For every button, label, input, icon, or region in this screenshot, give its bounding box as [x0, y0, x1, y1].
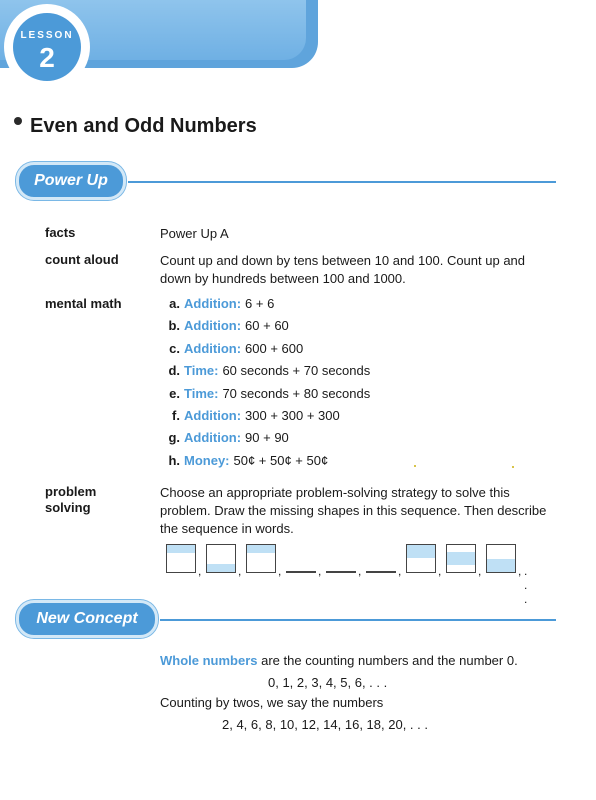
mental-math-problem: 90 + 90 [245, 430, 289, 446]
mental-math-category: Addition: [184, 430, 242, 446]
scan-speck [512, 466, 514, 468]
sequence-ellipsis: . . . [524, 564, 529, 606]
problem-solving-text: Choose an appropriate problem-solving strategy to solve this problem. Draw the missing shapes in this sequence. Then describe the sequence in words. [160, 485, 547, 536]
mental-math-item [160, 408, 340, 423]
page-title: Even and Odd Numbers [30, 115, 257, 137]
facts-label: facts [45, 225, 76, 240]
power-up-rule [128, 181, 556, 183]
sequence-comma: , [278, 564, 282, 578]
sequence-comma: , [238, 564, 242, 578]
lesson-word: LESSON [20, 30, 74, 41]
mental-math-problem: 6 + 6 [245, 296, 275, 311]
twos-list: 2, 4, 6, 8, 10, 12, 14, 16, 18, 20, . . . [222, 717, 428, 732]
problem-solving-label: problem solving [45, 484, 97, 515]
title-bullet [14, 117, 22, 125]
scan-speck [414, 465, 416, 467]
mental-math-problem: 50¢ + 50¢ + 50¢ [233, 452, 329, 468]
whole-numbers-definition [160, 652, 518, 670]
mental-math-category: Time: [184, 385, 219, 401]
sequence-blank[interactable] [326, 571, 356, 573]
sequence-comma: , [438, 564, 442, 578]
mental-math-category: Addition: [184, 408, 242, 423]
new-concept-rule [160, 619, 556, 621]
count-aloud-text: Count up and down by tens between 10 and 100. Count up and down by hundreds between 100 and 1000. [160, 253, 526, 286]
power-up-heading: Power Up [16, 162, 126, 200]
mental-math-letter: h. [168, 452, 180, 468]
mental-math-problem: 600 + 600 [245, 340, 304, 356]
mental-math-letter: c. [169, 340, 180, 356]
mental-math-problem: 300 + 300 + 300 [245, 408, 340, 423]
facts-value: Power Up A [160, 226, 229, 241]
lesson-badge [4, 4, 90, 90]
mental-math-item [160, 318, 289, 333]
mental-math-letter: d. [168, 363, 180, 379]
mental-math-category: Addition: [184, 296, 242, 311]
mental-math-letter: a. [169, 296, 180, 311]
sequence-blank[interactable] [286, 571, 316, 573]
sequence-comma: , [358, 564, 362, 578]
sequence-comma: , [398, 564, 402, 578]
lesson-badge-circle [13, 13, 81, 81]
mental-math-problem: 60 seconds + 70 seconds [222, 363, 371, 379]
mental-math-category: Money: [184, 452, 230, 468]
mental-math-letter: f. [172, 408, 180, 423]
sequence-comma: , [478, 564, 482, 578]
count-aloud-label: count aloud [45, 252, 119, 267]
whole-numbers-definition-rest: are the counting numbers and the number 0. [257, 653, 518, 668]
mental-math-label: mental math [45, 296, 122, 311]
mental-math-letter: e. [169, 385, 180, 401]
mental-math-problem: 70 seconds + 80 seconds [222, 385, 371, 401]
lesson-number: 2 [39, 42, 55, 73]
whole-numbers-list: 0, 1, 2, 3, 4, 5, 6, . . . [268, 675, 388, 690]
sequence-blank[interactable] [366, 571, 396, 573]
counting-by-twos-text: Counting by twos, we say the numbers [160, 695, 384, 710]
mental-math-item [160, 453, 328, 468]
mental-math-letter: g. [168, 430, 180, 446]
sequence-comma: , [318, 564, 322, 578]
mental-math-category: Time: [184, 363, 219, 379]
mental-math-item [160, 430, 289, 445]
mental-math-item [160, 363, 370, 378]
mental-math-item [160, 296, 274, 311]
mental-math-item [160, 386, 370, 401]
mental-math-letter: b. [168, 318, 180, 334]
whole-numbers-term: Whole numbers [160, 653, 258, 668]
mental-math-item [160, 341, 303, 356]
new-concept-heading: New Concept [16, 600, 158, 638]
sequence-comma: , [198, 564, 202, 578]
mental-math-category: Addition: [184, 340, 242, 356]
sequence-comma: , [518, 564, 522, 578]
mental-math-category: Addition: [184, 318, 242, 334]
mental-math-problem: 60 + 60 [245, 318, 289, 334]
